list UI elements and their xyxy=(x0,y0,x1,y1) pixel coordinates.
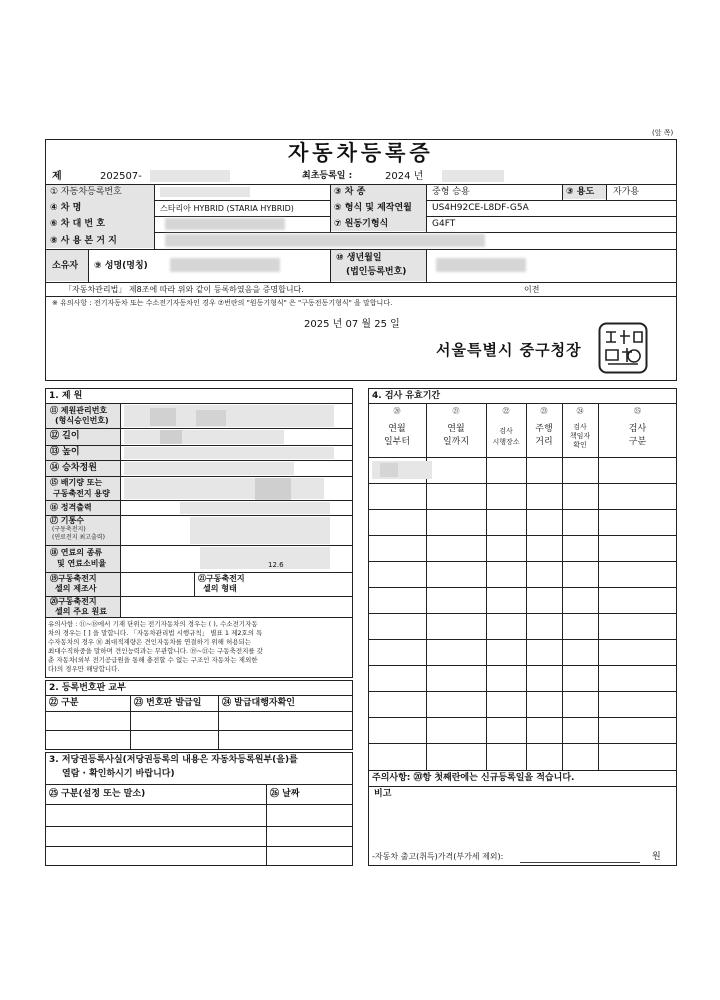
inspection-section-title: 4. 검사 유효기간 xyxy=(372,391,441,401)
insp-num-6: ㉕ xyxy=(634,407,641,415)
vehicle-name-value: 스타리아 HYBRID (STARIA HYBRID) xyxy=(160,204,294,213)
spec-item-cylinders-sub: (구동축전지) xyxy=(52,526,86,533)
insp-col-from-2: 일부터 xyxy=(383,437,411,447)
insp-col-officer-2: 책임자 xyxy=(569,432,591,440)
spec-item-cell-form: ㉑구동축전지 xyxy=(198,574,245,583)
spec-notice-line-1: 유의사항 : ⑪~⑱에서 기재 단위는 전기자동차의 경우는 ( ), 수소전기자동 xyxy=(48,620,258,628)
redacted-spec-displacement xyxy=(124,478,324,499)
redacted-address xyxy=(165,234,485,247)
redacted-vin xyxy=(165,218,285,230)
spec-item-length: ⑫ 길이 xyxy=(50,431,80,441)
redacted-spec-length xyxy=(124,430,284,444)
spec-section-title: 1. 제 원 xyxy=(49,391,83,401)
page-title: 자동차등록증 xyxy=(288,141,434,165)
owner-birth-sublabel: (법인등록번호) xyxy=(346,267,407,277)
lien-section-title-2: 열람 · 확인하시기 바랍니다) xyxy=(62,769,175,779)
vin-label: ⑥ 차 대 번 호 xyxy=(50,219,105,229)
address-label: ⑧ 사 용 본 거 지 xyxy=(50,236,117,246)
vehicle-name-label: ④ 차 명 xyxy=(50,203,82,213)
price-unit: 원 xyxy=(652,852,661,862)
redacted-registration-number xyxy=(160,187,250,197)
redacted-spec-fuel xyxy=(200,547,330,569)
inspection-section xyxy=(368,388,677,866)
spec-item-height: ⑬ 높이 xyxy=(50,447,80,457)
insp-col-from: 연월 xyxy=(388,424,406,434)
vehicle-use-label: ③ 용도 xyxy=(566,187,595,197)
transfer-note: 이전 xyxy=(524,285,540,294)
model-year-label: ⑤ 형식 및 제작연월 xyxy=(334,203,412,213)
form-page-marker: (앞 쪽) xyxy=(652,129,674,137)
spec-item-fuel-sub: 및 연료소비율 xyxy=(57,559,107,568)
spec-item-cell-maker: ⑲구동축전지 xyxy=(50,574,97,583)
spec-item-displacement: ⑮ 배기량 또는 xyxy=(50,478,103,487)
spec-item-cell-material: ⑳구동축전지 xyxy=(50,597,97,606)
spec-item-mgmt-no-sub: (형식승인번호) xyxy=(55,416,109,425)
issuer-name: 서울특별시 중구청장 xyxy=(436,341,582,359)
spec-notice-line-2: 차의 경우는 [ ] 을 말합니다. 「자동차관리법 시행규칙」 별표 1 제2호의 특 xyxy=(48,629,263,637)
engine-note: ※ 유의사항 : 전기자동차 또는 수소전기자동차인 경우 ⑦번란의 "원동기형식" 은 "구동전동기형식" 을 말합니다. xyxy=(52,299,393,307)
insp-col-officer: 검사 xyxy=(573,423,587,431)
spec-item-displacement-sub: 구동축전지 용량 xyxy=(53,489,110,498)
spec-item-cell-maker-sub: 셀의 제조사 xyxy=(55,584,97,593)
insp-num-2: ㉑ xyxy=(452,407,460,415)
doc-number-label: 제 xyxy=(52,171,62,182)
owner-birth-label: ⑩ 생년월일 xyxy=(336,253,382,263)
spec-item-cell-material-sub: 셀의 주요 원료 xyxy=(55,607,107,616)
spec-item-power: ⑯ 정격출력 xyxy=(50,503,92,512)
redacted-spec-cylinders xyxy=(190,517,330,544)
spec-item-cell-form-sub: 셀의 형태 xyxy=(203,584,237,593)
certification-statement: 「자동차관리법」 제8조에 따라 위와 같이 등록하였음을 증명합니다. xyxy=(64,285,304,294)
insp-num-4: ㉓ xyxy=(540,407,548,415)
insp-col-type: 검사 xyxy=(628,424,647,434)
insp-col-place-2: 시행장소 xyxy=(492,438,520,446)
official-seal xyxy=(598,322,648,374)
redacted-doc-number xyxy=(150,170,230,182)
registration-number-label: ① 자동차등록번호 xyxy=(50,187,122,197)
vehicle-type-value: 중형 승용 xyxy=(432,187,470,197)
fuel-efficiency-value: 12.6 xyxy=(268,561,284,569)
first-registration-label: 최초등록일 : xyxy=(302,171,353,181)
insp-col-until-2: 일까지 xyxy=(442,437,470,447)
redacted-spec-height xyxy=(124,447,334,459)
insp-col-place: 검사 xyxy=(499,427,513,435)
plate-col-agent: ㉔ 발급대행자확인 xyxy=(222,698,295,708)
spec-notice-line-5: 춘 자동차(외부 전기공급원을 통해 충전할 수 없는 구조인 자동차는 제외한 xyxy=(48,656,258,664)
vehicle-use-value: 자가용 xyxy=(613,187,640,197)
insp-num-5: ㉔ xyxy=(576,407,584,415)
lien-col-date: ㉖ 날짜 xyxy=(270,789,300,799)
insp-col-mileage-2: 거리 xyxy=(535,437,553,447)
price-label: -자동차 출고(취득)가격(부가세 제외): xyxy=(372,852,504,861)
redacted-first-registration-date xyxy=(442,170,504,182)
issue-date: 2025 년 07 월 25 일 xyxy=(304,319,400,330)
spec-item-cylinders: ⑰ 기통수 xyxy=(50,516,84,525)
spec-item-seats: ⑭ 승차정원 xyxy=(50,463,97,473)
redacted-owner-birth xyxy=(436,258,526,272)
lien-section-title: 3. 저당권등록사실(저당권등록의 내용은 자동차등록원부(을)를 xyxy=(49,755,298,765)
insp-col-until: 연월 xyxy=(447,424,465,434)
redacted-owner-name xyxy=(170,258,280,272)
model-year-value: US4H92CE-L8DF-G5A xyxy=(432,203,529,213)
remarks-label: 비고 xyxy=(374,789,392,799)
spec-notice-line-3: 수자동차의 경우 ⑯ 최대적재량은 견인자동차를 연결하기 위해 허용되는 xyxy=(48,638,252,646)
insp-col-mileage: 주행 xyxy=(535,424,553,434)
spec-notice-line-4: 최대수직하중을 말하며 견인능력과는 무관합니다. ⑲~㉑는 구동축전지를 갖 xyxy=(48,647,264,655)
first-registration-value: 2024 년 xyxy=(385,171,424,182)
plate-col-issue-date: ㉓ 번호판 발급일 xyxy=(134,698,202,708)
owner-label: 소유자 xyxy=(52,261,79,271)
spec-notice-line-6: 다)의 경우만 해당합니다. xyxy=(48,665,120,673)
plate-col-category: ㉒ 구분 xyxy=(49,698,79,708)
engine-type-label: ⑦ 원동기형식 xyxy=(334,219,389,229)
insp-col-officer-3: 확인 xyxy=(573,441,587,449)
redacted-spec-power xyxy=(180,502,330,514)
plate-section-title: 2. 등록번호판 교부 xyxy=(49,683,126,693)
insp-num-3: ㉒ xyxy=(502,407,510,415)
insp-num-1: ⑳ xyxy=(393,407,401,415)
engine-type-value: G4FT xyxy=(432,219,456,229)
owner-name-label: ⑨ 성명(명칭) xyxy=(94,261,148,271)
spec-item-cylinders-sub2: (연료전지 최고출력) xyxy=(52,534,105,541)
vehicle-type-label: ③ 차 종 xyxy=(334,187,366,197)
doc-number-value: 202507- xyxy=(100,171,142,182)
insp-col-type-2: 구분 xyxy=(628,437,647,447)
spec-item-mgmt-no: ⑪ 제원관리번호 xyxy=(50,406,108,415)
spec-item-fuel: ⑱ 연료의 종류 xyxy=(50,548,103,557)
inspection-caution: 주의사항: ⑳항 첫째란에는 신규등록일을 적습니다. xyxy=(372,773,575,783)
lien-col-category: ㉕ 구분(설정 또는 말소) xyxy=(49,789,146,799)
redacted-spec-seats xyxy=(124,462,294,475)
